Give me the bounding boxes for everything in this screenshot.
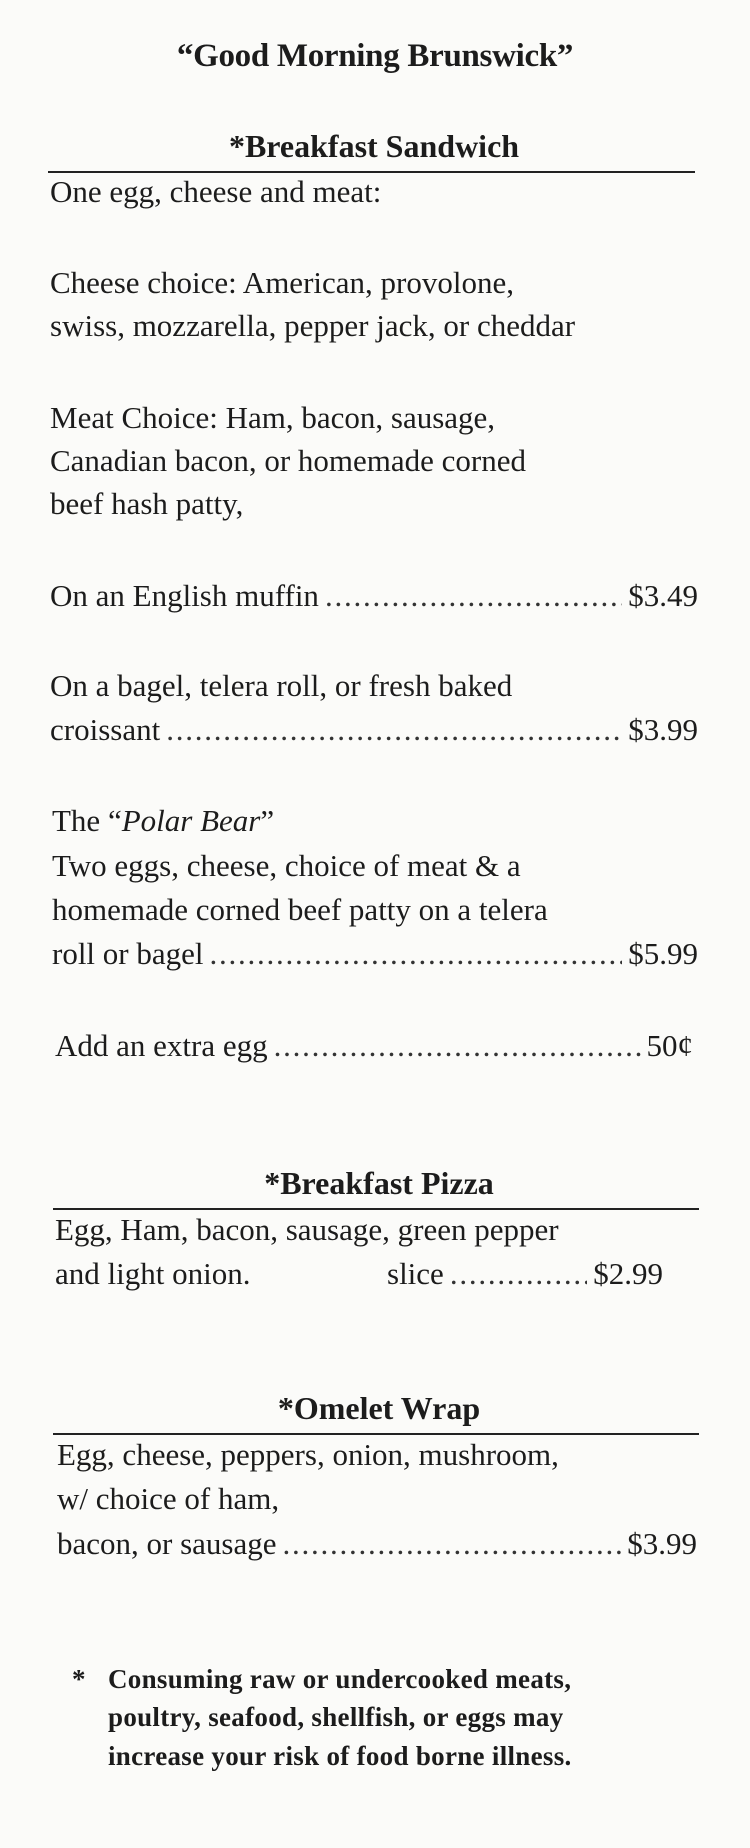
dot-leader (166, 712, 622, 748)
polar-bear-name: Polar Bear (121, 803, 261, 838)
dot-leader (274, 1028, 641, 1064)
wrap-desc: Egg, cheese, peppers, onion, mushroom, (57, 1437, 559, 1472)
disclaimer-line: Consuming raw or undercooked meats, (108, 1664, 572, 1694)
item-label: croissant (50, 712, 161, 747)
disclaimer-line: poultry, seafood, shellfish, or eggs may (108, 1702, 564, 1733)
sandwich-intro: One egg, cheese and meat: (50, 174, 382, 209)
meat-choice-line: Canadian bacon, or homemade corned (50, 443, 527, 478)
bagel-line: On a bagel, telera roll, or fresh baked (50, 668, 513, 703)
polar-bear-desc: Two eggs, cheese, choice of meat & a (52, 848, 521, 883)
polar-bear-item (52, 936, 698, 972)
extra-egg-item (55, 1028, 693, 1064)
item-price: $3.99 (627, 1526, 697, 1561)
disclaimer-asterisk: * (72, 1664, 86, 1694)
item-price: $3.49 (628, 578, 698, 613)
meat-choice-line: Meat Choice: Ham, bacon, sausage, (50, 400, 496, 435)
item-price: $2.99 (593, 1256, 663, 1291)
dot-leader (325, 578, 622, 614)
pizza-desc: and light onion. (55, 1256, 251, 1291)
section-divider (53, 1208, 699, 1210)
cheese-choice-line: Cheese choice: American, provolone, (50, 265, 514, 300)
breakfast-pizza-heading: *Breakfast Pizza (264, 1165, 494, 1201)
item-label: Add an extra egg (55, 1028, 268, 1063)
item-price: $5.99 (628, 936, 698, 971)
bagel-item (50, 712, 698, 748)
section-divider (53, 1433, 699, 1435)
omelet-wrap-heading: *Omelet Wrap (277, 1390, 481, 1426)
menu-title: “Good Morning Brunswick” (176, 38, 574, 74)
english-muffin-item (50, 578, 698, 614)
item-label: On an English muffin (50, 578, 319, 613)
item-label: slice (387, 1256, 444, 1291)
cheese-choice-line: swiss, mozzarella, pepper jack, or cheddar (50, 308, 576, 343)
pizza-desc: Egg, Ham, bacon, sausage, green pepper (55, 1212, 559, 1247)
food-safety-disclaimer (108, 1660, 572, 1775)
section-divider (48, 171, 695, 173)
polar-bear-desc: homemade corned beef patty on a telera (52, 892, 548, 927)
dot-leader (283, 1526, 622, 1562)
item-label: roll or bagel (52, 936, 204, 971)
polar-suffix: ” (260, 803, 275, 838)
item-price: $3.99 (628, 712, 698, 747)
dot-leader (450, 1256, 587, 1292)
wrap-desc: w/ choice of ham, (57, 1481, 280, 1516)
dot-leader (210, 936, 623, 972)
item-label: bacon, or sausage (57, 1526, 277, 1561)
polar-prefix: The “ (52, 803, 122, 838)
pizza-slice-item (387, 1256, 663, 1292)
item-price: 50¢ (646, 1028, 693, 1063)
breakfast-sandwich-heading: *Breakfast Sandwich (228, 128, 520, 164)
disclaimer-line: increase your risk of food borne illness. (108, 1740, 572, 1771)
polar-bear-title (52, 803, 274, 839)
omelet-wrap-item (57, 1526, 697, 1562)
meat-choice-line: beef hash patty, (50, 486, 244, 521)
